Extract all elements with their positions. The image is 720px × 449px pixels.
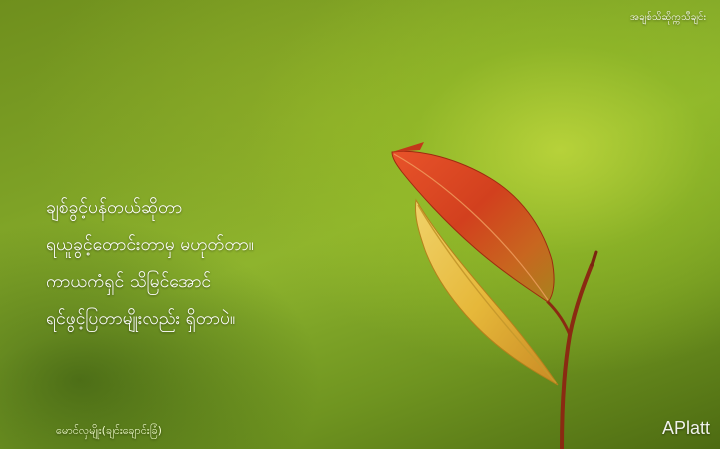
quote-line-1: ချစ်ခွင့်ပန်တယ်ဆိုတာ: [46, 197, 183, 218]
branch-twig: [592, 252, 596, 265]
quote-line-4: ရင်ဖွင့်ပြတာမျိုးလည်း ရှိတာပဲ။: [46, 308, 236, 329]
top-caption: အချစ်သိဆိုက္ကသီချင်း: [629, 12, 706, 23]
quote-block: [46, 190, 386, 338]
photographer-signature: APlatt: [661, 418, 710, 438]
quote-line-2: ရယူခွင့်တောင်းတာမှ မဟုတ်တာ။: [46, 234, 254, 255]
quote-line-3: ကာယကံရှင် သိမြင်အောင်: [46, 271, 212, 292]
red-leaf-tip: [392, 142, 424, 152]
leaf-illustration: [380, 130, 610, 449]
leaf-stalk: [548, 302, 570, 335]
author-credit: မောင်လှမျိုး(ချင်းချောင်းခြံ): [56, 424, 162, 437]
stem: [562, 265, 592, 449]
